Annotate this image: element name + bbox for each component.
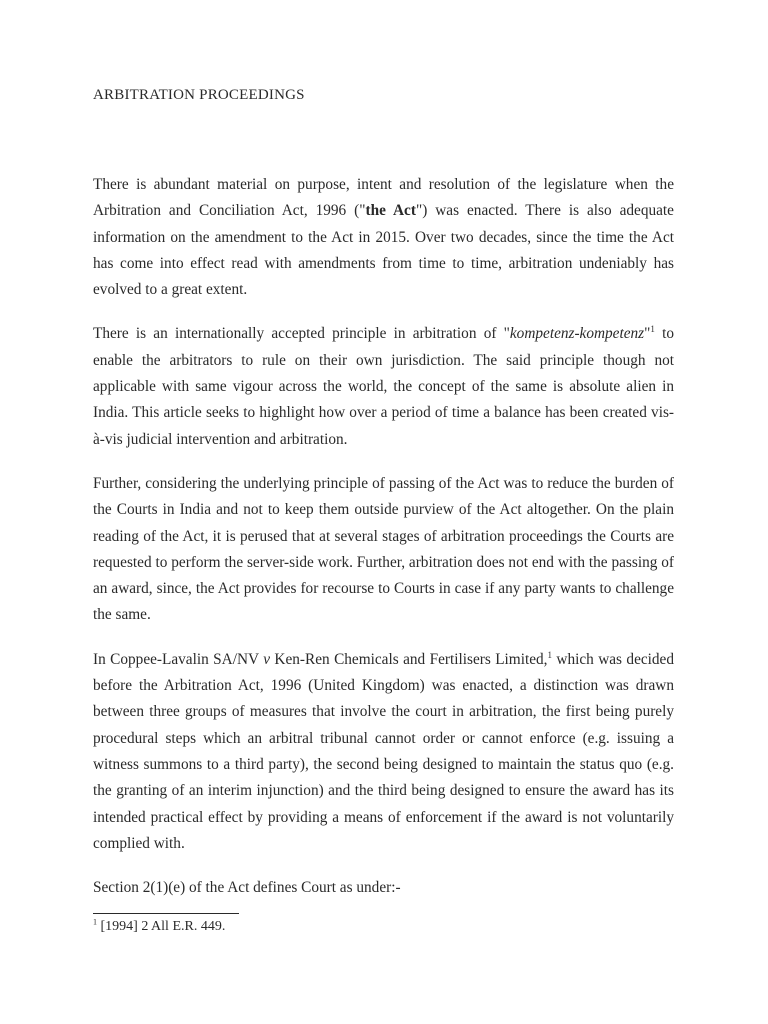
paragraph-coppee-lavalin — [93, 647, 674, 857]
case-versus: v — [263, 650, 270, 668]
footnote-separator — [93, 913, 239, 914]
paragraph-court-burden: Further, considering the underlying principle of passing of the Act was to reduce the burden of the Courts in India and not to keep them outside purview of the Act altogether. On the plain reading of the Act, it is perused that at several stages of arbitration proceedings the Courts are requested to perform the server-side work. Further, arbitration does not end with the passing of an award, since, the Act provides for recourse to Courts in case if any party wants to challenge the same. — [93, 474, 674, 624]
footnote-reference[interactable]: 1 — [650, 324, 655, 335]
footnote — [93, 917, 225, 937]
paragraph-kompetenz-text-c: to enable the arbitrators to rule on their own jurisdiction. The said principle though not applicable with same vigour across the world, the concept of the same is absolute alien in India. This article seeks to highlight how over a period of time a balance has been created vis-à-vis judicial intervention and arbitration. — [93, 325, 674, 448]
footnote-reference[interactable]: 1 — [547, 649, 552, 660]
paragraph-intro — [93, 172, 674, 303]
footnote-text: [1994] 2 All E.R. 449. — [97, 919, 226, 934]
paragraph-kompetenz-text-b: " — [644, 325, 651, 343]
document-title: ARBITRATION PROCEEDINGS — [93, 87, 305, 103]
footnote-marker: 1 — [93, 917, 97, 927]
paragraph-coppee-text-b: Ken-Ren Chemicals and Fertilisers Limited, — [270, 650, 548, 668]
document-page — [93, 0, 674, 1024]
document-body — [93, 172, 674, 919]
defined-term-the-act: the Act — [365, 202, 416, 220]
paragraph-coppee-text-c: which was decided before the Arbitration Act, 1996 (United Kingdom) was enacted, a distinction was drawn between three groups of measures that involve the court in arbitration, the first being purely procedural steps which an arbitral tribunal cannot order or cannot enforce (e.g. issuing a witness summons to a third party), the second being designed to maintain the status quo (e.g. the granting of an interim injunction) and the third being designed to ensure the award has its intended practical effect by providing a means of enforcement if the award is not voluntarily complied with. — [93, 650, 674, 852]
term-kompetenz-kompetenz: kompetenz-kompetenz — [509, 325, 645, 343]
paragraph-coppee-text-a: In Coppee-Lavalin SA/NV — [93, 650, 264, 668]
paragraph-kompetenz — [93, 321, 674, 452]
paragraph-intro-text-b: ") was enacted. There is also adequate information on the amendment to the Act in 2015. Over two decades, since the time the Act has come into effect read with amendments from time to time, arbitration undeniably has evolved to a great extent. — [93, 202, 674, 299]
paragraph-intro-text-a: There is abundant material on purpose, intent and resolution of the legislature when the Arbitration and Conciliation Act, 1996 (" — [93, 176, 674, 220]
paragraph-kompetenz-text-a: There is an internationally accepted principle in arbitration of " — [93, 325, 510, 343]
paragraph-section-definition: Section 2(1)(e) of the Act defines Court as under:- — [93, 879, 401, 897]
